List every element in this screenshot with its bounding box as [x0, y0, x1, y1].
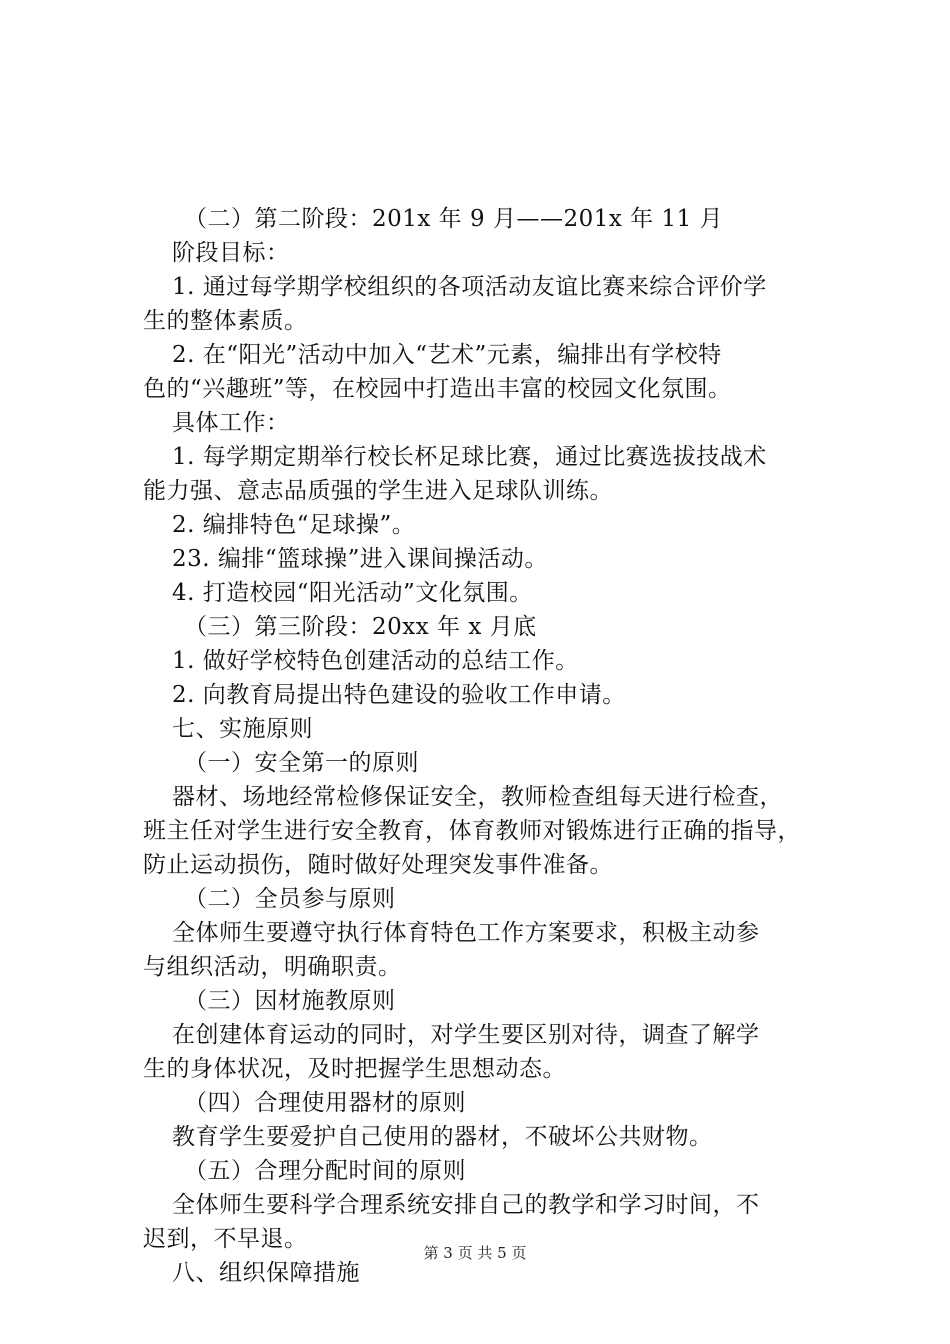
paragraph-line: 23. 编排“篮球操”进入课间操活动。: [172, 546, 548, 572]
section-heading: （二）全员参与原则: [184, 886, 396, 912]
paragraph-line: 与组织活动，明确职责。: [143, 954, 402, 980]
section-heading: （五）合理分配时间的原则: [184, 1158, 466, 1184]
chapter-heading: 八、组织保障措施: [172, 1260, 360, 1286]
paragraph-line: 防止运动损伤，随时做好处理突发事件准备。: [143, 852, 613, 878]
paragraph-line: 4. 打造校园“阳光活动”文化氛围。: [172, 580, 533, 606]
section-heading: （一）安全第一的原则: [184, 750, 419, 776]
paragraph-line: 教育学生要爱护自己使用的器材，不破坏公共财物。: [172, 1124, 713, 1150]
paragraph-line: 阶段目标：: [172, 240, 290, 266]
section-heading: （三）因材施教原则: [184, 988, 396, 1014]
paragraph-line: 全体师生要科学合理系统安排自己的教学和学习时间，不: [172, 1192, 760, 1218]
paragraph-line: 2. 编排特色“足球操”。: [172, 512, 416, 538]
paragraph-line: 色的“兴趣班”等，在校园中打造出丰富的校园文化氛围。: [143, 376, 732, 402]
paragraph-line: 1. 做好学校特色创建活动的总结工作。: [172, 648, 579, 674]
chapter-heading: 七、实施原则: [172, 716, 313, 742]
section-heading: （四）合理使用器材的原则: [184, 1090, 466, 1116]
paragraph-line: 具体工作：: [172, 410, 290, 436]
paragraph-line: 1. 通过每学期学校组织的各项活动友谊比赛来综合评价学: [172, 274, 767, 300]
paragraph-line: 器材、场地经常检修保证安全，教师检查组每天进行检查，: [172, 784, 783, 810]
paragraph-line: 生的整体素质。: [143, 308, 308, 334]
paragraph-line: 生的身体状况，及时把握学生思想动态。: [143, 1056, 566, 1082]
paragraph-line: 2. 在“阳光”活动中加入“艺术”元素，编排出有学校特: [172, 342, 722, 368]
paragraph-line: 班主任对学生进行安全教育，体育教师对锻炼进行正确的指导，: [143, 818, 801, 844]
section-heading: （二）第二阶段：201x 年 9 月——201x 年 11 月: [184, 206, 724, 232]
section-heading: （三）第三阶段：20xx 年 x 月底: [184, 614, 537, 640]
page-number-footer: 第 3 页 共 5 页: [423, 1244, 527, 1262]
paragraph-line: 1. 每学期定期举行校长杯足球比赛，通过比赛选拔技战术: [172, 444, 767, 470]
paragraph-line: 迟到，不早退。: [143, 1226, 308, 1252]
paragraph-line: 全体师生要遵守执行体育特色工作方案要求，积极主动参: [172, 920, 760, 946]
paragraph-line: 在创建体育运动的同时，对学生要区别对待，调查了解学: [172, 1022, 760, 1048]
paragraph-line: 2. 向教育局提出特色建设的验收工作申请。: [172, 682, 626, 708]
document-body: [143, 202, 837, 1290]
paragraph-line: 能力强、意志品质强的学生进入足球队训练。: [143, 478, 613, 504]
